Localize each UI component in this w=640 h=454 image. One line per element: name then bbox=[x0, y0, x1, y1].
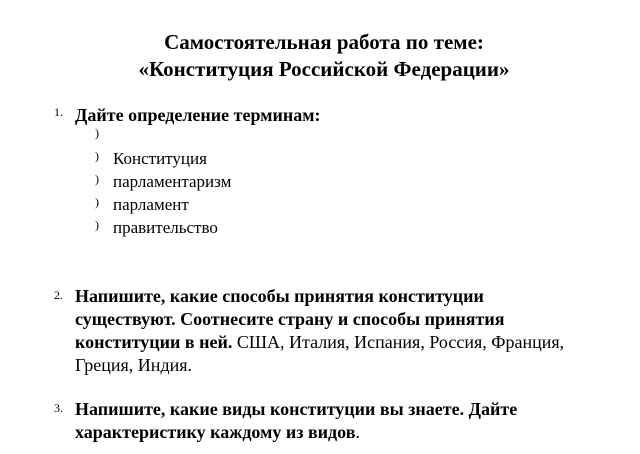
question-3-plain-text: . bbox=[355, 422, 360, 442]
page-title-line-1: Самостоятельная работа по теме: bbox=[164, 30, 484, 54]
question-3-bold-text: Напишите, какие виды конституции вы знаете. Дайте характеристику каждому из видов bbox=[75, 399, 518, 442]
question-3-number: 3. bbox=[54, 401, 63, 415]
question-3-text bbox=[75, 398, 575, 444]
list-marker: ) bbox=[95, 149, 99, 163]
list-marker: ) bbox=[95, 218, 99, 232]
term-text: правительство bbox=[113, 218, 218, 237]
term-item-empty bbox=[95, 125, 113, 147]
term-text: парламент bbox=[113, 195, 189, 214]
term-item-government bbox=[95, 217, 218, 239]
term-item-parliamentarism bbox=[95, 171, 231, 193]
page-title-line-2: «Конституция Российской Федерации» bbox=[138, 57, 510, 81]
term-text: парламентаризм bbox=[113, 172, 232, 191]
question-2-bold-text: Напишите, какие способы принятия конституции существуют. Соотнесите страну и способы принятия конституции в ней. bbox=[75, 286, 505, 352]
term-text: Конституция bbox=[113, 149, 207, 168]
list-marker: ) bbox=[95, 172, 99, 186]
term-item-constitution bbox=[95, 148, 207, 170]
question-1-number: 1. bbox=[54, 105, 63, 119]
list-marker: ) bbox=[95, 195, 99, 209]
question-2-number: 2. bbox=[54, 288, 63, 302]
question-2-text bbox=[75, 285, 575, 377]
question-1-heading: Дайте определение терминам: bbox=[75, 105, 321, 125]
list-marker: ) bbox=[95, 126, 99, 140]
question-2-plain-text: США, Италия, Испания, Россия, Франция, Греция, Индия. bbox=[75, 332, 565, 375]
term-item-parliament bbox=[95, 194, 189, 216]
